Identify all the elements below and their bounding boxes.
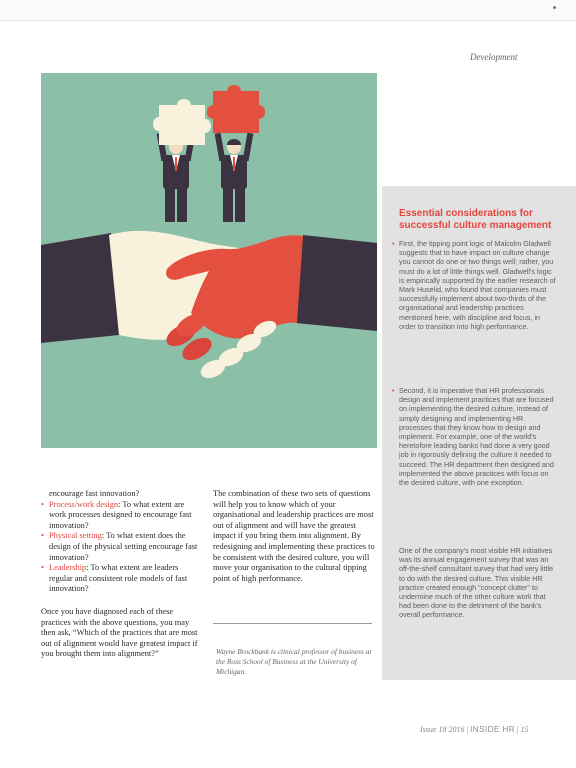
handshake-illustration [41, 73, 377, 448]
separator: | [515, 725, 521, 734]
bullet-icon: • [41, 563, 44, 573]
list-item [41, 531, 201, 563]
column-2 [213, 489, 375, 584]
divider [213, 623, 372, 624]
page-footer [420, 725, 529, 734]
bullet-icon: • [41, 499, 44, 509]
item-term: Process/work design [49, 499, 119, 509]
bullet-icon: • [392, 239, 395, 248]
menu-dot-icon[interactable] [553, 6, 556, 9]
sidebar-para-1-text: First, the tipping point logic of Malcolm Gladwell suggests that to have impact on culture change you cannot do one or two things well; rather, you must do a lot of little things well. Gladwell's logic is empirically supported by the earlier research of Mark Huselid, who found that companies must successfully implement about two-thirds of the organisational and leadership practices mentioned here, with discipline and focus, in order to transition into high performance. [399, 239, 556, 331]
sidebar-box [382, 186, 576, 680]
sidebar-title: Essential considerations for successful culture management [399, 208, 552, 231]
column-1 [41, 489, 201, 660]
issue-label: Issue 18 2016 [420, 725, 465, 734]
bullet-icon: • [41, 531, 44, 541]
list-item [41, 563, 201, 595]
body-paragraph: The combination of these two sets of questions will help you to know which of your organisational and leadership practices are most out of alignment and will have the greatest impact if you bring them into alignment. By redesigning and implementing these practices to be consistent with the desired culture, you will move your organisation to the cultural tipping point of high performance. [213, 489, 375, 583]
page-number: 15 [520, 725, 529, 734]
item-text: : To what extent are leaders regular and consistent role models of fast innovation? [49, 563, 188, 594]
sidebar-para-2-text: Second, it is imperative that HR professionals design and implement practices that are focused on implementing the desired culture, instead of simply designing and implementing HR processes that they know how to design and implement. For example, one of the world's heretofore leading banks had done a very good job in rigorously defining the culture it needed to succeed. The HR department then designed and implemented the above practices with focus on the desired culture, with one exception. [399, 386, 554, 488]
sidebar-para-3: One of the company's most visible HR initiatives was its annual engagement survey that was an off-the-shelf consultant survey that had very little to do with the desired culture. This visible HR practice created enough "concept clutter" to undermine much of the other culture work that had been done to the detriment of the bank's overall performance. [399, 546, 554, 620]
item-text: : To what extent are work processes designed to encourage fast innovation? [49, 499, 192, 530]
body-paragraph: Once you have diagnosed each of these practices with the above questions, you may then ask, “Which of the practices that are most out of alignment would have greatest impact if you brought them into alignment?” [41, 606, 198, 659]
separator: | [464, 725, 471, 734]
list-item [41, 500, 201, 532]
item-text: : To what extent does the design of the physical setting encourage fast innovation? [49, 531, 198, 562]
bullet-icon: • [392, 386, 395, 395]
item-term: Physical setting [49, 531, 102, 541]
item-term: Leadership [49, 563, 87, 573]
section-label: Development [470, 52, 518, 62]
sidebar-para-1 [392, 239, 557, 331]
author-bio: Wayne Brockbank is clinical professor of business at the Ross School of Business at the University of Michigan. [216, 647, 372, 676]
lead-line: encourage fast innovation? [49, 489, 140, 498]
top-bar [0, 0, 576, 21]
sidebar-para-2 [392, 386, 557, 488]
magazine-brand: INSIDE HR [470, 725, 516, 734]
